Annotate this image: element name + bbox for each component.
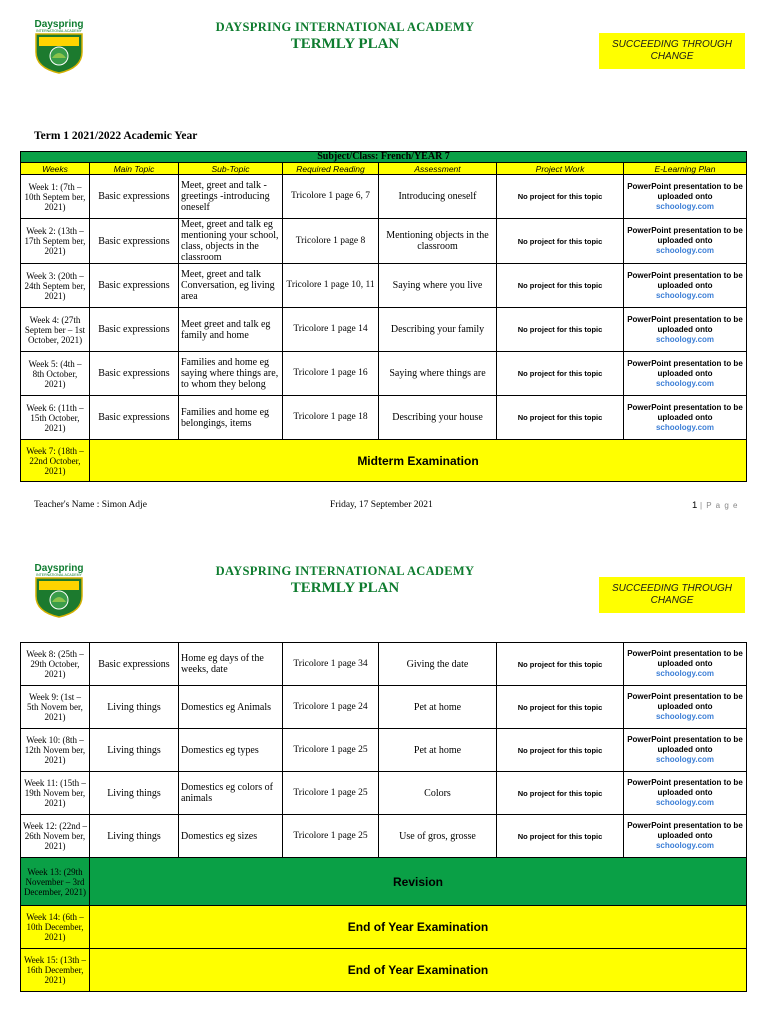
footer-date: Friday, 17 September 2021	[330, 500, 433, 510]
event-cell: Revision	[90, 858, 747, 906]
week-cell: Week 3: (20th – 24th Septem ber, 2021)	[21, 264, 90, 308]
elearning-cell	[624, 686, 747, 729]
project-cell: No project for this topic	[497, 815, 624, 858]
assessment-cell: Pet at home	[379, 686, 497, 729]
sub-topic-cell: Meet, greet and talk -greetings -introducing oneself	[179, 175, 283, 219]
elearning-text: PowerPoint presentation to be uploaded onto	[627, 358, 743, 378]
elearning-cell	[624, 175, 747, 219]
assessment-cell: Mentioning objects in the classroom	[379, 219, 497, 264]
week-cell: Week 14: (6th – 10th December, 2021)	[21, 906, 90, 949]
col-header: Project Work	[497, 163, 624, 175]
week-cell: Week 6: (11th – 15th October, 2021)	[21, 396, 90, 440]
main-topic-cell: Basic expressions	[90, 219, 179, 264]
main-topic-cell: Basic expressions	[90, 396, 179, 440]
assessment-cell: Colors	[379, 772, 497, 815]
table-row	[21, 440, 747, 482]
reading-cell: Tricolore 1 page 34	[283, 643, 379, 686]
table-row	[21, 264, 747, 308]
header-row	[21, 163, 747, 175]
week-cell: Week 9: (1st – 5th Novem ber, 2021)	[21, 686, 90, 729]
elearning-cell	[624, 643, 747, 686]
elearning-link[interactable]: schoology.com	[655, 246, 715, 255]
reading-cell: Tricolore 1 page 10, 11	[283, 264, 379, 308]
logo-subtext: INTERNATIONAL ACADEMY	[36, 573, 82, 577]
table-row	[21, 219, 747, 264]
col-header: Sub-Topic	[179, 163, 283, 175]
main-topic-cell: Basic expressions	[90, 643, 179, 686]
plan-title: TERMLY PLAN	[290, 36, 400, 52]
elearning-cell	[624, 772, 747, 815]
subject-class: Subject/Class: French/YEAR 7	[21, 152, 747, 163]
elearning-link[interactable]: schoology.com	[655, 201, 715, 211]
table-row	[21, 686, 747, 729]
col-header: E-Learning Plan	[624, 163, 747, 175]
elearning-link[interactable]: schoology.com	[655, 334, 715, 344]
reading-cell: Tricolore 1 page 25	[283, 729, 379, 772]
table-row	[21, 906, 747, 949]
school-logo	[30, 18, 88, 74]
sub-topic-cell: Domestics eg types	[179, 729, 283, 772]
page-number	[692, 500, 738, 511]
elearning-text: PowerPoint presentation to be uploaded onto	[627, 778, 743, 797]
col-header: Main Topic	[90, 163, 179, 175]
elearning-cell	[624, 815, 747, 858]
assessment-cell: Giving the date	[379, 643, 497, 686]
logo-subtext: INTERNATIONAL ACADEMY	[36, 29, 82, 33]
week-cell: Week 7: (18th – 22nd October, 2021)	[21, 440, 90, 482]
main-topic-cell: Basic expressions	[90, 264, 179, 308]
week-cell: Week 8: (25th – 29th October, 2021)	[21, 643, 90, 686]
elearning-cell	[624, 264, 747, 308]
assessment-cell: Saying where things are	[379, 352, 497, 396]
table-row	[21, 308, 747, 352]
col-header: Assessment	[379, 163, 497, 175]
week-cell: Week 1: (7th – 10th Septem ber, 2021)	[21, 175, 90, 219]
col-header: Weeks	[21, 163, 90, 175]
project-cell: No project for this topic	[497, 729, 624, 772]
reading-cell: Tricolore 1 page 25	[283, 772, 379, 815]
week-cell: Week 15: (13th – 16th December, 2021)	[21, 949, 90, 992]
week-cell: Week 12: (22nd – 26th Novem ber, 2021)	[21, 815, 90, 858]
project-cell: No project for this topic	[497, 396, 624, 440]
sub-topic-cell: Home eg days of the weeks, date	[179, 643, 283, 686]
page-word: | P a g e	[699, 501, 739, 510]
event-cell: End of Year Examination	[90, 906, 747, 949]
sub-topic-cell: Families and home eg saying where things are, to whom they belong	[179, 352, 283, 396]
elearning-link[interactable]: schoology.com	[655, 798, 715, 807]
sub-topic-cell: Meet, greet and talk Conversation, eg living area	[179, 264, 283, 308]
elearning-text: PowerPoint presentation to be uploaded onto	[627, 314, 743, 334]
elearning-text: PowerPoint presentation to be uploaded onto	[627, 226, 743, 245]
plan-table-2	[20, 642, 747, 992]
elearning-text: PowerPoint presentation to be uploaded onto	[627, 821, 743, 840]
motto-box: SUCCEEDING THROUGH CHANGE	[599, 577, 745, 613]
elearning-cell	[624, 352, 747, 396]
motto-box: SUCCEEDING THROUGH CHANGE	[599, 33, 745, 69]
assessment-cell: Use of gros, grosse	[379, 815, 497, 858]
project-cell: No project for this topic	[497, 643, 624, 686]
elearning-cell	[624, 219, 747, 264]
school-name: DAYSPRING INTERNATIONAL ACADEMY	[215, 564, 475, 578]
table-row	[21, 949, 747, 992]
sub-topic-cell: Domestics eg colors of animals	[179, 772, 283, 815]
week-cell: Week 11: (15th – 19th Novem ber, 2021)	[21, 772, 90, 815]
assessment-cell: Describing your family	[379, 308, 497, 352]
table-row	[21, 729, 747, 772]
event-cell: Midterm Examination	[90, 440, 747, 482]
elearning-link[interactable]: schoology.com	[655, 290, 715, 300]
project-cell: No project for this topic	[497, 264, 624, 308]
elearning-link[interactable]: schoology.com	[655, 669, 715, 678]
elearning-cell	[624, 308, 747, 352]
page-2	[0, 544, 768, 1024]
week-cell: Week 4: (27th Septem ber – 1st October, 2021)	[21, 308, 90, 352]
week-cell: Week 13: (29th November – 3rd December, 2021)	[21, 858, 90, 906]
main-topic-cell: Basic expressions	[90, 175, 179, 219]
table-row	[21, 858, 747, 906]
main-topic-cell: Living things	[90, 729, 179, 772]
school-name: DAYSPRING INTERNATIONAL ACADEMY	[215, 20, 475, 34]
col-header: Required Reading	[283, 163, 379, 175]
week-cell: Week 5: (4th – 8th October, 2021)	[21, 352, 90, 396]
elearning-link[interactable]: schoology.com	[655, 378, 715, 388]
elearning-text: PowerPoint presentation to be uploaded onto	[627, 181, 743, 201]
table-row	[21, 175, 747, 219]
sub-topic-cell: Meet greet and talk eg family and home	[179, 308, 283, 352]
table-row	[21, 772, 747, 815]
project-cell: No project for this topic	[497, 772, 624, 815]
sub-topic-cell: Domestics eg sizes	[179, 815, 283, 858]
main-topic-cell: Living things	[90, 772, 179, 815]
main-topic-cell: Basic expressions	[90, 352, 179, 396]
reading-cell: Tricolore 1 page 16	[283, 352, 379, 396]
teacher-name: Teacher's Name : Simon Adje	[34, 500, 147, 510]
plan-table-1	[20, 151, 747, 482]
week-cell: Week 10: (8th – 12th Novem ber, 2021)	[21, 729, 90, 772]
main-topic-cell: Living things	[90, 686, 179, 729]
elearning-text: PowerPoint presentation to be uploaded onto	[627, 270, 743, 290]
reading-cell: Tricolore 1 page 8	[283, 219, 379, 264]
elearning-text: PowerPoint presentation to be uploaded onto	[627, 692, 743, 711]
sub-topic-cell: Meet, greet and talk eg mentioning your school, class, objects in the classroom	[179, 219, 283, 264]
table-row	[21, 396, 747, 440]
sub-topic-cell: Domestics eg Animals	[179, 686, 283, 729]
reading-cell: Tricolore 1 page 25	[283, 815, 379, 858]
event-cell: End of Year Examination	[90, 949, 747, 992]
project-cell: No project for this topic	[497, 175, 624, 219]
assessment-cell: Introducing oneself	[379, 175, 497, 219]
school-logo	[30, 562, 88, 618]
elearning-text: PowerPoint presentation to be uploaded onto	[627, 649, 743, 668]
elearning-text: PowerPoint presentation to be uploaded onto	[627, 402, 743, 422]
week-cell: Week 2: (13th – 17th Septem ber, 2021)	[21, 219, 90, 264]
elearning-link[interactable]: schoology.com	[655, 841, 715, 850]
reading-cell: Tricolore 1 page 18	[283, 396, 379, 440]
table-row	[21, 815, 747, 858]
main-topic-cell: Basic expressions	[90, 308, 179, 352]
term-title: Term 1 2021/2022 Academic Year	[34, 130, 198, 142]
elearning-link[interactable]: schoology.com	[655, 422, 715, 432]
project-cell: No project for this topic	[497, 686, 624, 729]
main-topic-cell: Living things	[90, 815, 179, 858]
elearning-cell	[624, 729, 747, 772]
elearning-link[interactable]: schoology.com	[655, 755, 715, 764]
elearning-cell	[624, 396, 747, 440]
logo-text: Dayspring	[34, 19, 84, 30]
reading-cell: Tricolore 1 page 24	[283, 686, 379, 729]
reading-cell: Tricolore 1 page 6, 7	[283, 175, 379, 219]
reading-cell: Tricolore 1 page 14	[283, 308, 379, 352]
table-row	[21, 643, 747, 686]
table-row	[21, 352, 747, 396]
sub-topic-cell: Families and home eg belongings, items	[179, 396, 283, 440]
assessment-cell: Describing your house	[379, 396, 497, 440]
project-cell: No project for this topic	[497, 352, 624, 396]
elearning-link[interactable]: schoology.com	[655, 712, 715, 721]
page-num: 1	[692, 500, 698, 511]
assessment-cell: Pet at home	[379, 729, 497, 772]
elearning-text: PowerPoint presentation to be uploaded onto	[627, 735, 743, 754]
assessment-cell: Saying where you live	[379, 264, 497, 308]
project-cell: No project for this topic	[497, 219, 624, 264]
project-cell: No project for this topic	[497, 308, 624, 352]
logo-text: Dayspring	[34, 563, 84, 574]
plan-title: TERMLY PLAN	[290, 580, 400, 596]
